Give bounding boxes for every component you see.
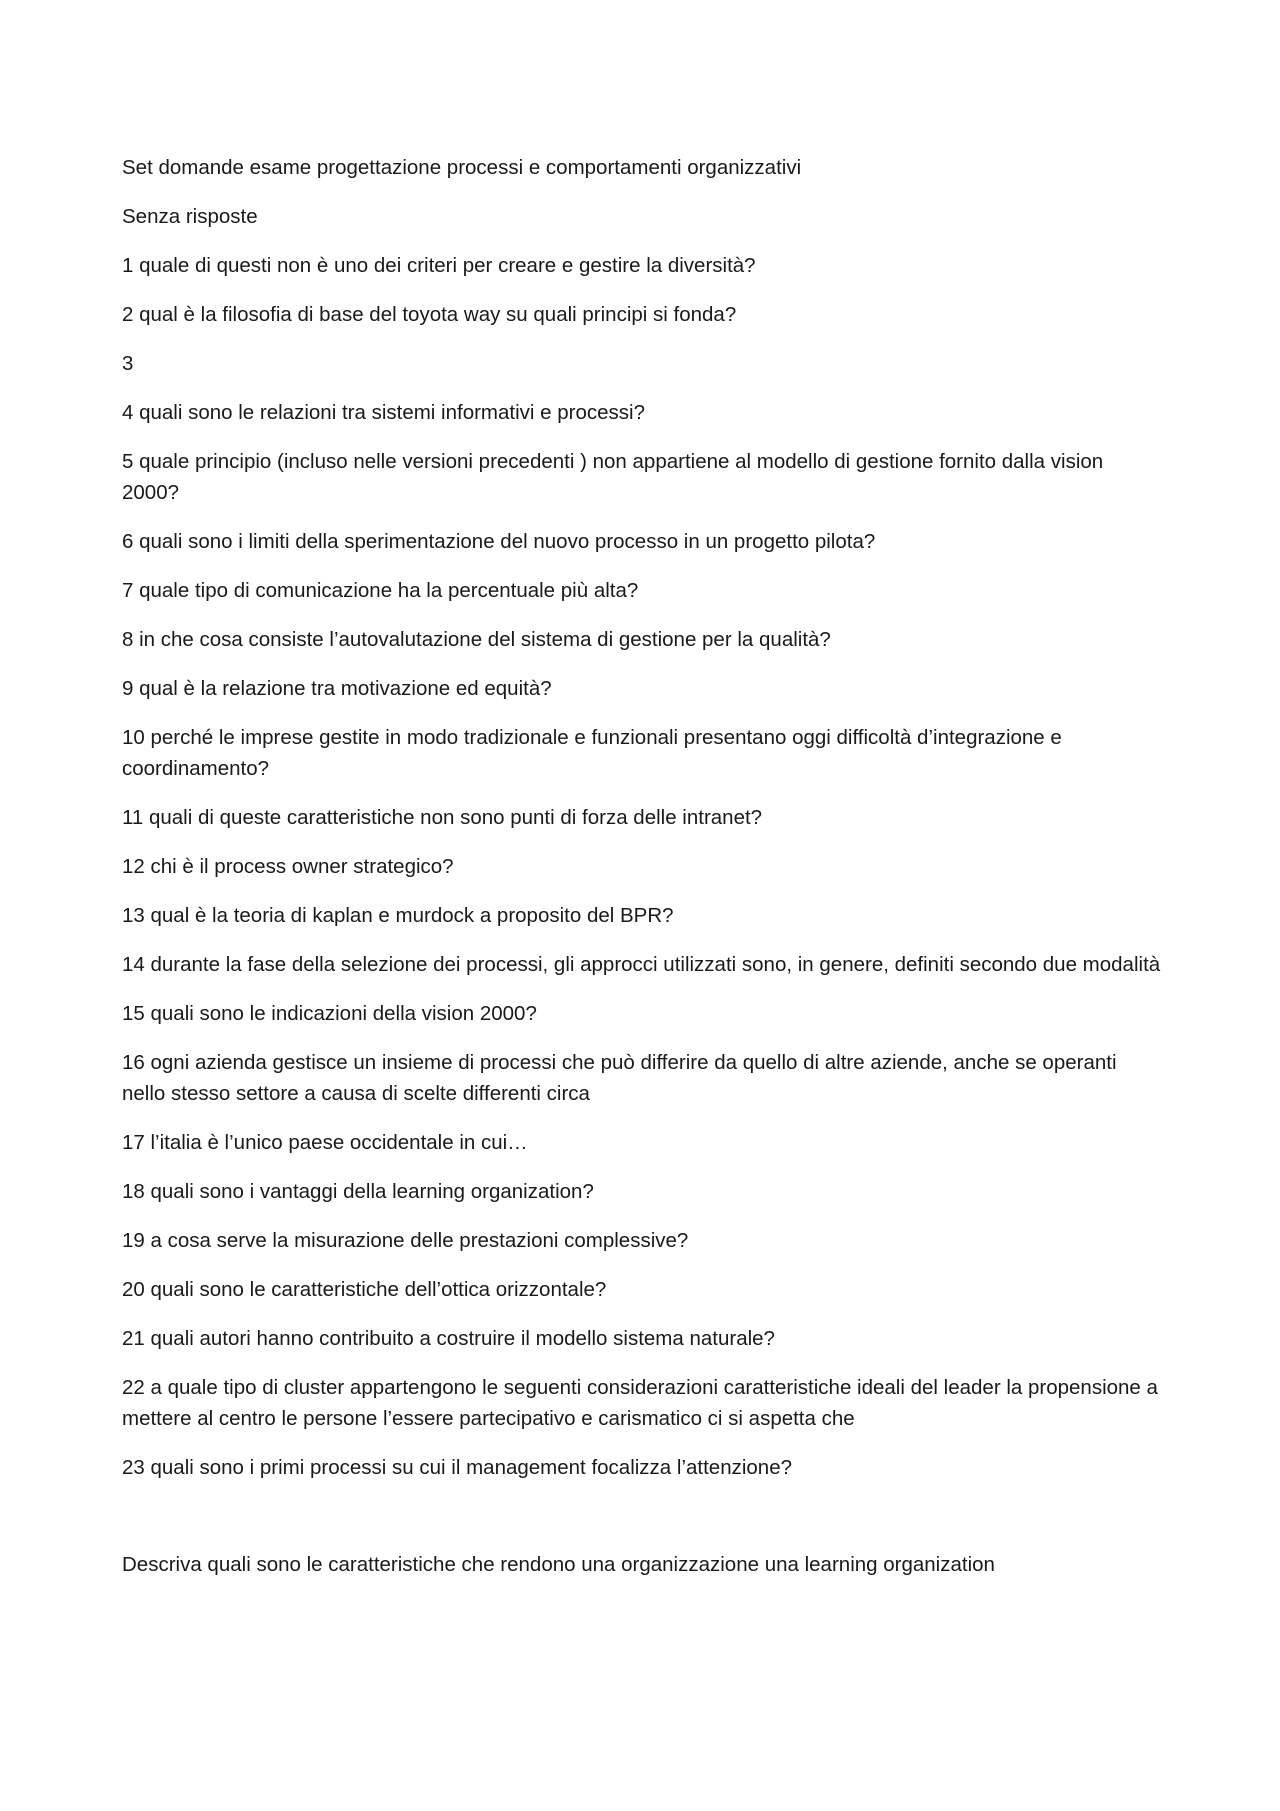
open-question: Descriva quali sono le caratteristiche che rendono una organizzazione una learning organization	[122, 1553, 995, 1576]
question-13: 13 qual è la teoria di kaplan e murdock a proposito del BPR?	[122, 904, 674, 927]
question-23: 23 quali sono i primi processi su cui il management focalizza l’attenzione?	[122, 1456, 793, 1479]
question-22: 22 a quale tipo di cluster appartengono le seguenti considerazioni caratteristiche ideali del leader la propensione a mettere al centro le persone l’essere partecipativo e carismatico ci si aspetta che	[122, 1376, 1158, 1430]
question-8: 8 in che cosa consiste l’autovalutazione del sistema di gestione per la qualità?	[122, 628, 831, 651]
question-14: 14 durante la fase della selezione dei processi, gli approcci utilizzati sono, in genere, definiti secondo due modalità	[122, 953, 1161, 976]
question-6: 6 quali sono i limiti della sperimentazione del nuovo processo in un progetto pilota?	[122, 530, 876, 553]
question-1: 1 quale di questi non è uno dei criteri per creare e gestire la diversità?	[122, 254, 756, 277]
document-title: Set domande esame progettazione processi e comportamenti organizzativi	[122, 156, 802, 179]
question-19: 19 a cosa serve la misurazione delle prestazioni complessive?	[122, 1229, 689, 1252]
question-12: 12 chi è il process owner strategico?	[122, 855, 454, 878]
question-15: 15 quali sono le indicazioni della vision 2000?	[122, 1002, 537, 1025]
question-18: 18 quali sono i vantaggi della learning organization?	[122, 1180, 594, 1203]
question-2: 2 qual è la filosofia di base del toyota way su quali principi si fonda?	[122, 303, 737, 326]
question-10: 10 perché le imprese gestite in modo tradizionale e funzionali presentano oggi difficoltà d’integrazione e coordinamento?	[122, 726, 1062, 780]
question-5: 5 quale principio (incluso nelle versioni precedenti ) non appartiene al modello di gestione fornito dalla vision 2000?	[122, 450, 1104, 504]
question-16: 16 ogni azienda gestisce un insieme di processi che può differire da quello di altre aziende, anche se operanti nello stesso settore a causa di scelte differenti circa	[122, 1051, 1117, 1105]
question-20: 20 quali sono le caratteristiche dell’ottica orizzontale?	[122, 1278, 607, 1301]
question-21: 21 quali autori hanno contribuito a costruire il modello sistema naturale?	[122, 1327, 775, 1350]
question-11: 11 quali di queste caratteristiche non sono punti di forza delle intranet?	[122, 806, 763, 829]
document-subtitle: Senza risposte	[122, 205, 258, 228]
question-9: 9 qual è la relazione tra motivazione ed equità?	[122, 677, 552, 700]
question-17: 17 l’italia è l’unico paese occidentale in cui…	[122, 1131, 528, 1154]
question-3: 3	[122, 352, 134, 375]
question-4: 4 quali sono le relazioni tra sistemi informativi e processi?	[122, 401, 645, 424]
document-body	[122, 152, 1162, 1598]
question-7: 7 quale tipo di comunicazione ha la percentuale più alta?	[122, 579, 639, 602]
